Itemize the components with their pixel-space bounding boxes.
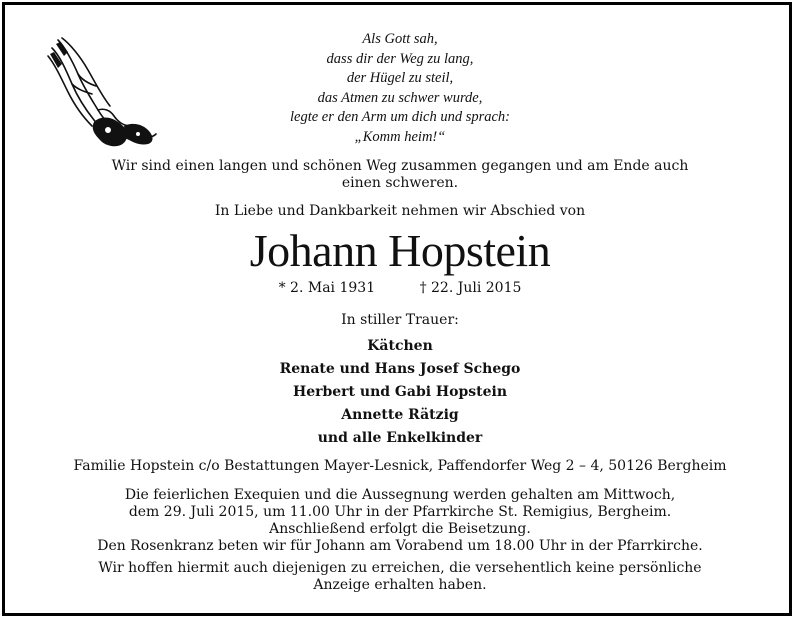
deceased-name: Johann Hopstein — [249, 225, 551, 276]
farewell-text: In Liebe und Dankbarkeit nehmen wir Abschied von — [214, 203, 586, 219]
poem-line: dass dir der Weg zu lang, — [326, 50, 474, 67]
service-line: dem 29. Juli 2015, um 11.00 Uhr in der Pfarrkirche St. Remigius, Bergheim. — [128, 504, 672, 520]
mourner: Annette Rätzig — [341, 407, 459, 423]
poem-line: der Hügel zu steil, — [346, 70, 454, 86]
mourners-list — [0, 335, 800, 450]
poem-line: legte er den Arm um dich und sprach: — [289, 109, 510, 125]
service-line: Anschließend erfolgt die Beisetzung. — [269, 521, 531, 537]
closing-line: Wir hoffen hiermit auch diejenigen zu erreichen, die versehentlich keine persönliche — [98, 560, 702, 576]
poem — [0, 30, 800, 147]
intro-text — [0, 158, 800, 192]
death-date: † 22. Juli 2015 — [419, 280, 522, 296]
life-dates — [0, 280, 800, 296]
intro-line: einen schweren. — [341, 175, 459, 191]
mourner: und alle Enkelkinder — [317, 430, 483, 446]
mourning-label: In stiller Trauer: — [341, 312, 459, 328]
service-line: Die feierlichen Exequien und die Aussegnung werden gehalten am Mittwoch, — [124, 487, 676, 503]
mourner: Kätchen — [367, 338, 433, 354]
poem-line: Als Gott sah, — [362, 31, 438, 47]
service-info — [0, 487, 800, 555]
poem-line: „Komm heim!“ — [354, 128, 446, 145]
service-line: Den Rosenkranz beten wir für Johann am Vorabend um 18.00 Uhr in der Pfarrkirche. — [97, 538, 703, 554]
birth-date: * 2. Mai 1931 — [278, 280, 376, 296]
closing-line: Anzeige erhalten haben. — [313, 577, 487, 593]
address: Familie Hopstein c/o Bestattungen Mayer-Lesnick, Paffendorfer Weg 2 – 4, 50126 Bergheim — [73, 458, 727, 474]
intro-line: Wir sind einen langen und schönen Weg zusammen gegangen und am Ende auch — [111, 158, 689, 174]
mourner: Herbert und Gabi Hopstein — [292, 384, 508, 400]
poem-line: das Atmen zu schwer wurde, — [317, 89, 483, 106]
closing-note — [0, 560, 800, 594]
mourner: Renate und Hans Josef Schego — [279, 361, 521, 377]
